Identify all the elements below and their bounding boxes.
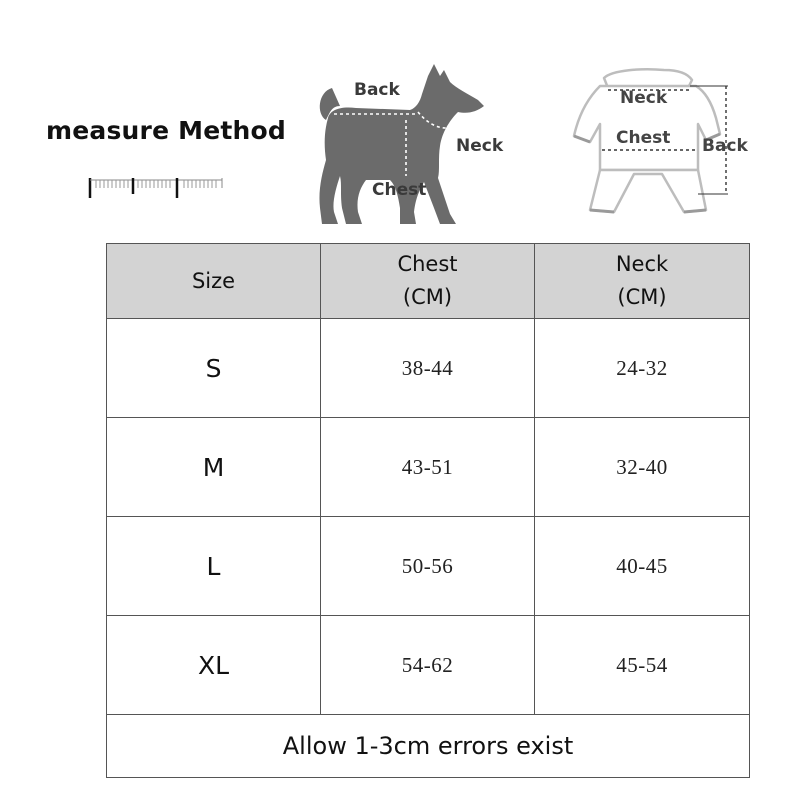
dog-label-chest: Chest [372,180,427,200]
header-chest-unit: (CM) [402,285,453,309]
header-size: Size [107,244,321,319]
garment-label-back: Back [702,136,748,156]
garment-label-neck: Neck [620,88,668,108]
size-cell: XL [107,616,321,715]
chest-cell: 50-56 [321,517,535,616]
neck-cell: 32-40 [535,418,750,517]
neck-cell: 24-32 [535,319,750,418]
ruler-icon [88,172,224,202]
size-cell: S [107,319,321,418]
garment-measure-diagram [556,62,756,234]
chest-cell: 54-62 [321,616,535,715]
dog-label-neck: Neck [456,136,504,156]
garment-label-chest: Chest [616,128,671,148]
table-header-row [107,244,750,319]
size-chart-table [106,243,750,778]
table-note-row [107,715,750,778]
chest-cell: 38-44 [321,319,535,418]
neck-cell: 40-45 [535,517,750,616]
table-row [107,616,750,715]
size-cell: L [107,517,321,616]
size-cell: M [107,418,321,517]
measure-method-title: measure Method [46,116,286,145]
dog-label-back: Back [354,80,400,100]
dog-measure-diagram [300,62,530,234]
chest-cell: 43-51 [321,418,535,517]
table-row [107,319,750,418]
header-chest [321,244,535,319]
tolerance-note: Allow 1-3cm errors exist [107,715,750,778]
table-row [107,517,750,616]
header-neck [535,244,750,319]
neck-cell: 45-54 [535,616,750,715]
header-chest-label: Chest [397,252,458,276]
header-neck-label: Neck [615,252,669,276]
header-neck-unit: (CM) [617,285,667,309]
table-row [107,418,750,517]
